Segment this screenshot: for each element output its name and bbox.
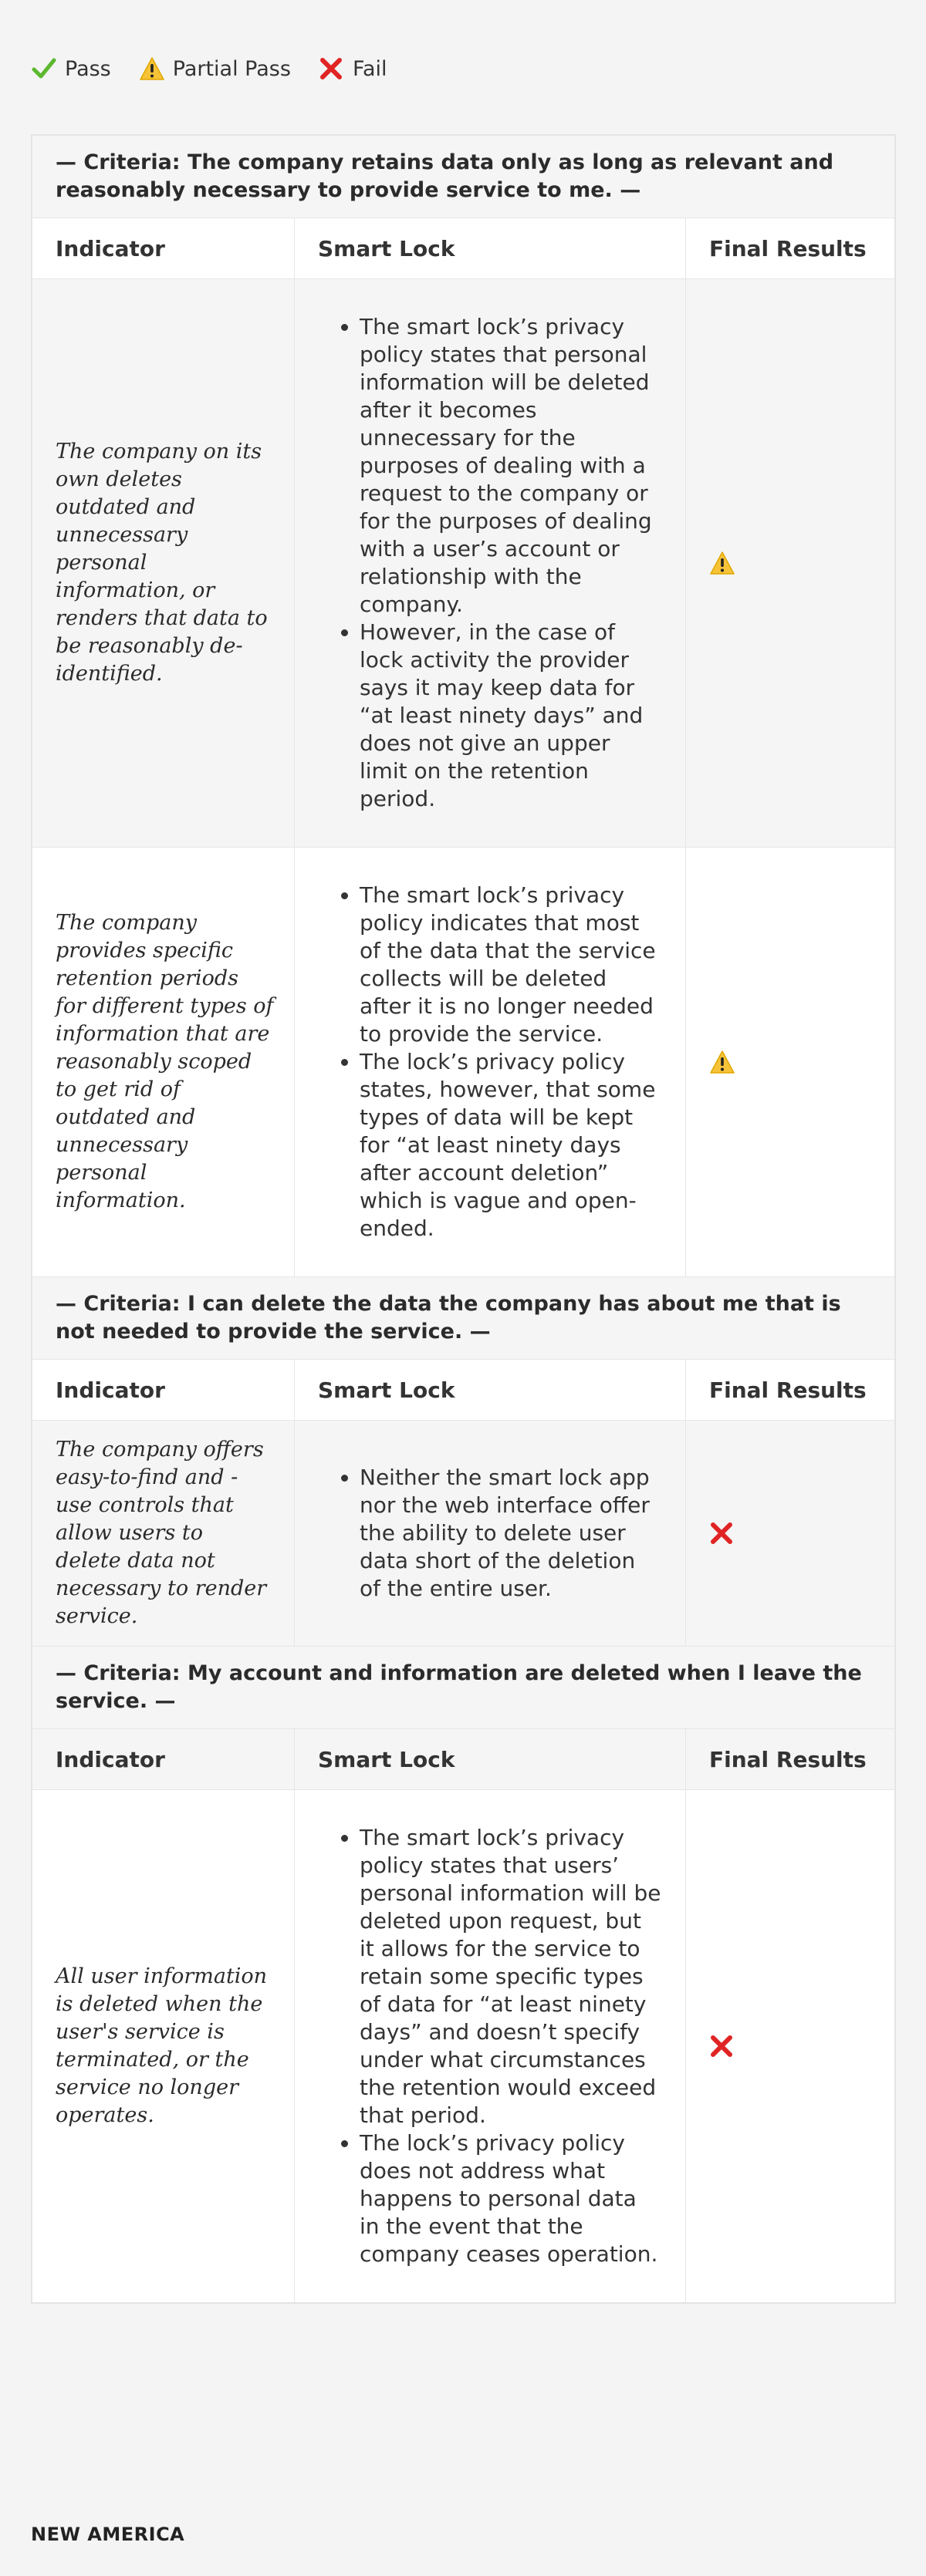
warning-icon bbox=[709, 551, 871, 575]
findings-list bbox=[326, 882, 662, 1242]
legend-partial-label: Partial Pass bbox=[172, 56, 291, 81]
header-indicator: Indicator bbox=[32, 1729, 295, 1790]
findings-list bbox=[326, 1824, 662, 2268]
smart-lock-findings bbox=[295, 1790, 686, 2303]
cross-mark-icon bbox=[319, 56, 346, 81]
legend-pass bbox=[31, 56, 111, 82]
final-result bbox=[686, 1790, 895, 2303]
smart-lock-findings bbox=[295, 279, 686, 848]
legend bbox=[31, 56, 415, 82]
header-row bbox=[32, 1360, 895, 1421]
legend-fail-label: Fail bbox=[352, 56, 387, 81]
warning-icon bbox=[139, 56, 167, 81]
final-result bbox=[686, 1421, 895, 1647]
table-row bbox=[32, 1421, 895, 1647]
findings-list bbox=[326, 1464, 662, 1603]
criteria-text: — Criteria: The company retains data only as long as relevant and reasonably necessary to provide service to me. — bbox=[32, 136, 895, 218]
table-row bbox=[32, 848, 895, 1277]
header-final-results: Final Results bbox=[686, 1729, 895, 1790]
check-mark-icon bbox=[31, 56, 59, 82]
legend-pass-label: Pass bbox=[65, 56, 111, 81]
indicator-text: The company provides specific retention periods for different types of information that are reasonably scoped to get rid of outdated and unnecessary personal information. bbox=[32, 848, 295, 1277]
table-row bbox=[32, 1790, 895, 2303]
smart-lock-findings bbox=[295, 848, 686, 1277]
header-smart-lock: Smart Lock bbox=[295, 1360, 686, 1421]
header-row bbox=[32, 1729, 895, 1790]
criteria-text: — Criteria: I can delete the data the company has about me that is not needed to provide the service. — bbox=[32, 1277, 895, 1360]
warning-icon bbox=[709, 1050, 871, 1074]
header-smart-lock: Smart Lock bbox=[295, 218, 686, 279]
smart-lock-findings bbox=[295, 1421, 686, 1647]
finding-item: • The lock’s privacy policy states, however, that some types of data will be kept for “at least ninety days after account deletion” which is vague and open-ended. bbox=[360, 1048, 662, 1242]
indicator-text: All user information is deleted when the user's service is terminated, or the service no longer operates. bbox=[32, 1790, 295, 2303]
legend-partial bbox=[139, 56, 291, 81]
finding-item: • The smart lock’s privacy policy states that users’ personal information will be deleted upon request, but it allows for the service to retain some specific types of data for “at least ninety days” and doesn’t specify under what circumstances the retention would exceed that period. bbox=[360, 1824, 662, 2129]
header-final-results: Final Results bbox=[686, 218, 895, 279]
table-row bbox=[32, 279, 895, 848]
legend-fail bbox=[319, 56, 387, 81]
cross-mark-icon bbox=[709, 1521, 871, 1546]
header-indicator: Indicator bbox=[32, 1360, 295, 1421]
assessment-table bbox=[31, 134, 896, 2304]
findings-list bbox=[326, 313, 662, 813]
finding-item: • The lock’s privacy policy does not address what happens to personal data in the event that the company ceases operation. bbox=[360, 2129, 662, 2268]
final-result bbox=[686, 848, 895, 1277]
header-indicator: Indicator bbox=[32, 218, 295, 279]
finding-item: • The smart lock’s privacy policy states that personal information will be deleted after it becomes unnecessary for the purposes of dealing with a request to the company or for the purposes of dealing with a user’s account or relationship with the company. bbox=[360, 313, 662, 619]
cross-mark-icon bbox=[709, 2034, 871, 2058]
finding-item: • However, in the case of lock activity the provider says it may keep data for “at least ninety days” and does not give an upper limit on the retention period. bbox=[360, 619, 662, 813]
indicator-text: The company offers easy-to-find and -use controls that allow users to delete data not necessary to render service. bbox=[32, 1421, 295, 1647]
criteria-row bbox=[32, 1647, 895, 1729]
criteria-row bbox=[32, 1277, 895, 1360]
criteria-text: — Criteria: My account and information are deleted when I leave the service. — bbox=[32, 1647, 895, 1729]
criteria-row bbox=[32, 136, 895, 218]
header-row bbox=[32, 218, 895, 279]
final-result bbox=[686, 279, 895, 848]
finding-item: • The smart lock’s privacy policy indicates that most of the data that the service collects will be deleted after it is no longer needed to provide the service. bbox=[360, 882, 662, 1048]
footer-brand: NEW AMERICA bbox=[31, 2524, 185, 2545]
header-smart-lock: Smart Lock bbox=[295, 1729, 686, 1790]
finding-item: • Neither the smart lock app nor the web interface offer the ability to delete user data short of the deletion of the entire user. bbox=[360, 1464, 662, 1603]
indicator-text: The company on its own deletes outdated and unnecessary personal information, or renders that data to be reasonably de-identified. bbox=[32, 279, 295, 848]
header-final-results: Final Results bbox=[686, 1360, 895, 1421]
